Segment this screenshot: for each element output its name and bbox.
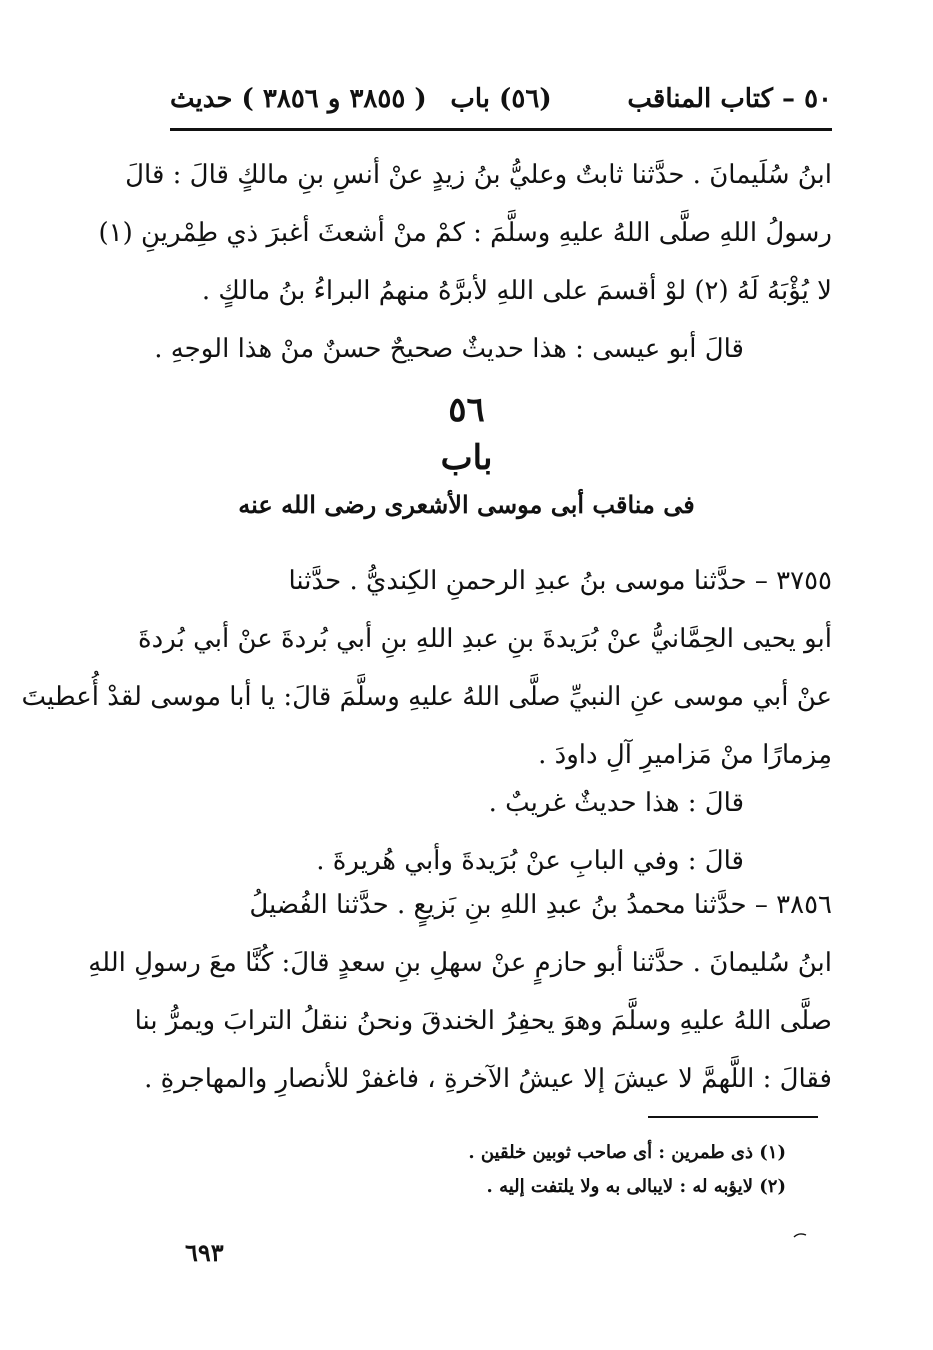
- hadith-3755-line-4: مِزمارًا منْ مَزاميرِ آلِ داودَ .: [538, 740, 832, 770]
- paragraph-line-2: رسولُ اللهِ صلَّى اللهُ عليهِ وسلَّمَ : كمْ منْ أشعثَ أغبرَ ذي طِمْرينِ (١): [98, 218, 832, 248]
- hadith-notes: [170, 774, 832, 890]
- header-divider: [170, 128, 832, 131]
- footnote-divider: [648, 1116, 818, 1118]
- paragraph-line-4: قالَ أبو عيسى : هذا حديثٌ صحيحٌ حسنٌ منْ هذا الوجهِ .: [154, 334, 744, 364]
- hadith-3856-line-2: ابنُ سُليمانَ . حدَّثنا أبو حازمٍ عنْ سهلِ بنِ سعدٍ قالَ: كُنَّا معَ رسولِ اللهِ: [88, 948, 832, 978]
- section-title: فى مناقب أبى موسى الأشعرى رضى الله عنه: [238, 490, 695, 519]
- section-label: باب: [440, 438, 493, 478]
- footnote-1: (١) ذى طمرين : أى صاحب ثوبين خلقين .: [468, 1142, 786, 1163]
- scan-mark-icon: [793, 1230, 807, 1240]
- section-number: ٥٦: [448, 390, 485, 430]
- hadith-note-1: قالَ : هذا حديثٌ غريبٌ .: [488, 788, 744, 818]
- paragraph-line-1: ابنُ سُلَيمانَ . حدَّثنا ثابتٌ وعليُّ بنُ زيدٍ عنْ أنسِ بنِ مالكٍ قالَ : قالَ: [125, 160, 832, 190]
- hadith-3856-line-1: ٣٨٥٦ – حدَّثنا محمدُ بنُ عبدِ اللهِ بنِ بَزيعٍ . حدَّثنا الفُضيلُ: [249, 890, 832, 920]
- header-section: (٥٦) باب: [450, 84, 552, 114]
- paragraph-line-3: لا يُؤْبَهُ لَهُ (٢) لوْ أقسمَ على اللهِ لأبرَّهُ منهمُ البراءُ بنُ مالكٍ .: [201, 276, 832, 306]
- opening-paragraph: [98, 146, 832, 378]
- hadith-3856-line-4: فقالَ : اللَّهمَّ لا عيشَ إلا عيشُ الآخرةِ ، فاغفرْ للأنصارِ والمهاجرةِ .: [144, 1064, 832, 1094]
- hadith-note-2: قالَ : وفي البابِ عنْ بُرَيدةَ وأبي هُريرةَ .: [316, 846, 744, 876]
- footnotes: [250, 1136, 786, 1204]
- page-number: ٦٩٣: [185, 1238, 224, 1267]
- hadith-3856: [88, 876, 832, 1108]
- running-header: [170, 84, 832, 124]
- hadith-3755-line-2: أبو يحيى الحِمَّانيُّ عنْ بُرَيدةَ بنِ عبدِ اللهِ بنِ أبي بُردةَ عنْ أبي بُردةَ: [138, 624, 832, 654]
- hadith-3755-line-1: ٣٧٥٥ – حدَّثنا موسى بنُ عبدِ الرحمنِ الكِنديُّ . حدَّثنا: [288, 566, 832, 596]
- header-chapter: ٥٠ – كتاب المناقب: [627, 84, 832, 114]
- header-hadith-range: ( ٣٨٥٥ و ٣٨٥٦ ) حديث: [170, 84, 427, 114]
- hadith-3755-line-3: عنْ أبي موسى عنِ النبيِّ صلَّى اللهُ عليهِ وسلَّمَ قالَ: يا أبا موسى لقدْ أُعطيتَ: [21, 682, 832, 712]
- hadith-3755: [21, 552, 832, 784]
- hadith-3856-line-3: صلَّى اللهُ عليهِ وسلَّمَ وهوَ يحفِرُ الخندقَ ونحنُ ننقلُ الترابَ ويمرُّ بنا: [134, 1006, 832, 1036]
- footnote-2: (٢) لايؤبه له : لايبالى به ولا يلتفت إليه .: [486, 1176, 786, 1197]
